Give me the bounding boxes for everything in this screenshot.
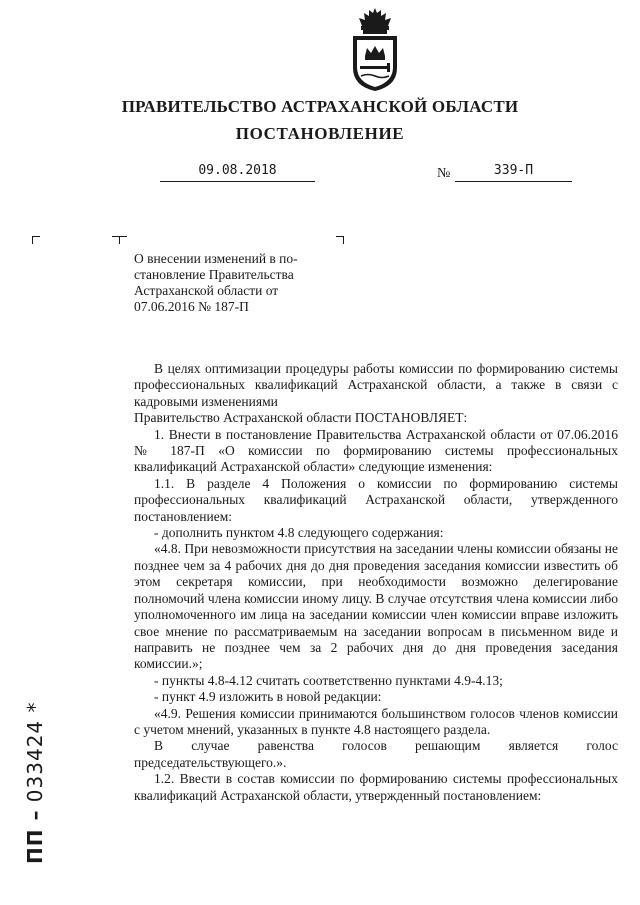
subject-line: 07.06.2016 № 187-П — [134, 299, 249, 314]
coat-of-arms-emblem — [347, 6, 403, 92]
document-number: 339-П — [493, 163, 534, 178]
body-paragraph: - пункты 4.8-4.12 считать соответственно пунктами 4.9-4.13; — [154, 672, 503, 688]
body-paragraph: «4.8. При невозможности присутствия на заседании члены комиссии обязаны не позднее чем за 4 рабочих дня до дня проведения заседания комиссии известить об этом секретаря комиссии, при необходимости возможно делегирование полномочий члена комиссии иному лицу. В случае отсутствия члена комиссии либо уполномоченного им лица на заседании комиссии член комиссии вправе изложить свое мнение по рассматриваемым на заседании вопросам в письменном виде и направить не позднее чем за 2 рабочих дня до дня проведения заседания комиссии.»; — [134, 541, 618, 672]
government-title: ПРАВИТЕЛЬСТВО АСТРАХАНСКОЙ ОБЛАСТИ — [121, 97, 519, 116]
body-paragraph: - пункт 4.9 изложить в новой редакции: — [154, 689, 382, 705]
date-underline — [160, 181, 315, 182]
number-underline — [455, 181, 572, 182]
number-sign: № — [437, 166, 451, 181]
body-paragraph: 1.2. Ввести в состав комиссии по формированию системы профессиональных квалификаций Астраханской области, утвержденный постановлением: — [134, 771, 618, 803]
corner-mark — [32, 236, 40, 244]
serial-prefix: ПП – — [23, 809, 47, 864]
document-type: ПОСТАНОВЛЕНИЕ — [235, 124, 405, 143]
document-subject — [134, 251, 334, 315]
corner-mark — [119, 236, 127, 244]
body-paragraph: Правительство Астраханской области ПОСТАНОВЛЯЕТ: — [134, 410, 468, 426]
corner-mark — [336, 236, 344, 244]
document-body — [134, 361, 618, 804]
body-paragraph: 1.1. В разделе 4 Положения о комиссии по формированию системы профессиональных квалификаций Астраханской области, утвержденного постановлением: — [134, 475, 618, 524]
serial-mark: * — [23, 701, 47, 713]
body-paragraph: В случае равенства голосов решающим является голос председательствующего.». — [134, 738, 618, 770]
body-paragraph: В целях оптимизации процедуры работы комиссии по формированию системы профессиональных квалификаций Астраханской области, а также в связи с кадровыми изменениями — [134, 361, 618, 409]
serial-stamp — [20, 668, 50, 864]
subject-line: О внесении изменений в по- — [134, 251, 298, 266]
serial-number: 033424 — [23, 719, 47, 803]
subject-line: становление Правительства — [134, 267, 294, 282]
document-date: 09.08.2018 — [198, 163, 277, 178]
body-paragraph: «4.9. Решения комиссии принимаются большинством голосов членов комиссии с учетом мнений, указанных в пункте 4.8 настоящего раздела. — [134, 705, 618, 737]
subject-line: Астраханской области от — [134, 283, 279, 298]
body-paragraph: - дополнить пунктом 4.8 следующего содержания: — [154, 525, 444, 541]
body-paragraph: 1. Внести в постановление Правительства Астраханской области от 07.06.2016 № 187-П «О комиссии по формированию системы профессиональных квалификаций Астраханской области» следующие изменения: — [134, 426, 618, 475]
